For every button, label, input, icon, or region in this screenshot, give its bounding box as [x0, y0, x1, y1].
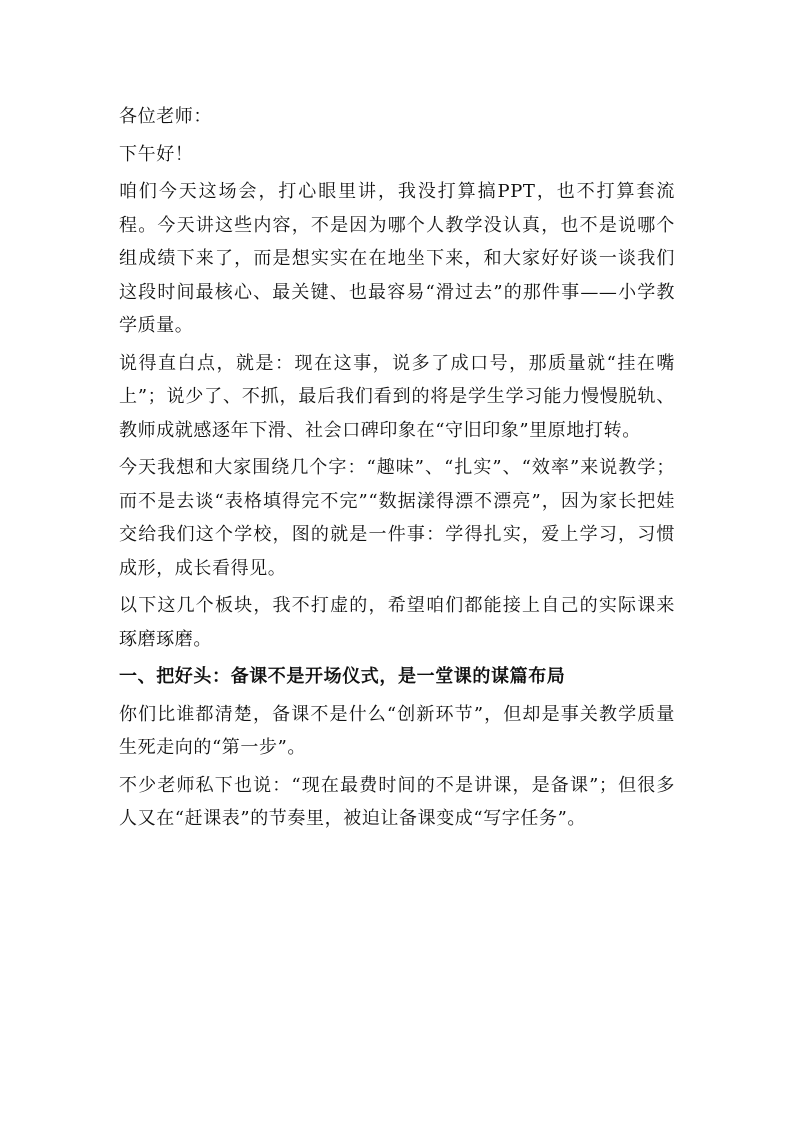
salutation-line: 下午好！ [119, 143, 194, 165]
paragraph-intro-1: 咱们今天这场会，打心眼里讲，我没打算搞PPT，也不打算套流程。今天讲这些内容，不是因为哪个人教学没认真，也不是说哪个组成绩下来了，而是想实实在在地坐下来，和大家好好谈一谈我们这段时间最核心、最关键、也最容易“滑过去”的那件事——小学教学质量。 [119, 181, 675, 336]
document-body [119, 100, 675, 836]
paragraph-intro-4: 以下这几个板块，我不打虚的，希望咱们都能接上自己的实际课来琢磨琢磨。 [119, 595, 675, 650]
paragraph-intro-2: 说得直白点，就是：现在这事，说多了成口号，那质量就“挂在嘴上”；说少了、不抓，最后我们看到的将是学生学习能力慢慢脱轨、教师成就感逐年下滑、社会口碑印象在“守旧印象”里原地打转。 [119, 352, 675, 441]
paragraph-section1-1: 你们比谁都清楚，备课不是什么“创新环节”，但却是事关教学质量生死走向的“第一步”。 [119, 703, 675, 758]
paragraph-section1-2: 不少老师私下也说：“现在最费时间的不是讲课，是备课”；但很多人又在“赶课表”的节奏里，被迫让备课变成“写字任务”。 [119, 774, 675, 829]
section-heading-1: 一、把好头：备课不是开场仪式，是一堂课的谋篇布局 [119, 666, 566, 687]
paragraph-intro-3: 今天我想和大家围绕几个字：“趣味”、“扎实”、“效率”来说教学；而不是去谈“表格填得完不完”“数据漾得漂不漂亮”，因为家长把娃交给我们这个学校，图的就是一件事：学得扎实，爱上学习，习惯成形，成长看得见。 [119, 457, 675, 579]
greeting-line: 各位老师： [119, 106, 212, 127]
